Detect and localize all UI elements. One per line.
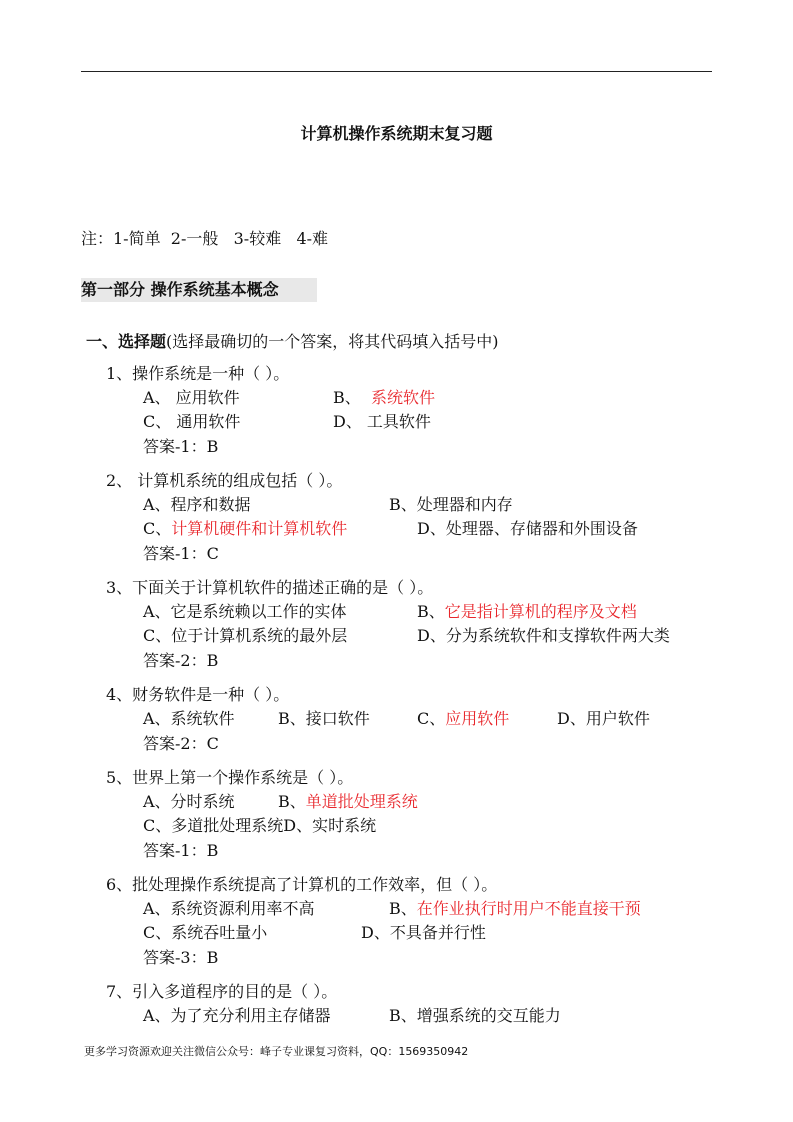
option-c: C、位于计算机系统的最外层 [143,626,348,645]
correct-option-text: 系统软件 [370,388,435,407]
answer-line: 答案-1：B [143,841,219,860]
option-b: B、在作业执行时用户不能直接干预 [389,899,641,918]
option-cd: C、多道批处理系统D、实时系统 [143,816,377,835]
option-a: A、分时系统 [143,792,235,811]
option-d: D、处理器、存储器和外围设备 [417,519,638,538]
answer-line: 答案-1：C [143,544,219,563]
option-c: C、应用软件 [417,709,510,728]
correct-option-text: 应用软件 [445,709,510,728]
option-b: B、处理器和内存 [389,495,513,514]
answer-line: 答案-1：B [143,437,219,456]
question-stem: 7、引入多道程序的目的是（ ）。 [106,982,338,1001]
option-a: A、系统资源利用率不高 [143,899,315,918]
answer-line: 答案-2：C [143,734,219,753]
correct-option-text: 单道批处理系统 [305,792,418,811]
question-stem: 6、批处理操作系统提高了计算机的工作效率，但（ ）。 [106,875,498,894]
option-c: C、系统吞吐量小 [143,923,268,942]
document-title: 计算机操作系统期末复习题 [300,124,493,143]
option-b: B、它是指计算机的程序及文档 [417,602,637,621]
option-a: A、为了充分利用主存储器 [143,1006,331,1025]
page-footer: 更多学习资源欢迎关注微信公众号：峰子专业课复习资料，QQ：1569350942 [84,1045,469,1058]
correct-option-text: 在作业执行时用户不能直接干预 [416,899,641,918]
option-b: B、 系统软件 [333,388,435,407]
option-d: D、分为系统软件和支撑软件两大类 [417,626,670,645]
option-a: A、它是系统赖以工作的实体 [143,602,347,621]
question-stem: 1、操作系统是一种（ ）。 [106,364,290,383]
question-stem: 5、世界上第一个操作系统是（ ）。 [106,768,354,787]
section-label: 一、选择题 [86,332,167,351]
option-d: D、不具备并行性 [361,923,486,942]
option-c: C、 通用软件 [143,412,241,431]
option-b: B、接口软件 [278,709,370,728]
answer-line: 答案-3：B [143,948,219,967]
option-d: D、用户软件 [557,709,650,728]
correct-option-text: 计算机硬件和计算机软件 [171,519,348,538]
difficulty-note: 注：1-简单 2-一般 3-较难 4-难 [81,229,329,248]
option-a: A、 应用软件 [143,388,240,407]
option-a: A、系统软件 [143,709,235,728]
option-c: C、计算机硬件和计算机软件 [143,519,348,538]
header-rule [81,71,712,72]
option-b: B、单道批处理系统 [278,792,418,811]
section-heading [86,329,499,352]
option-a: A、程序和数据 [143,495,251,514]
section-instruction: (选择最确切的一个答案，将其代码填入括号中) [166,332,499,351]
question-stem: 3、下面关于计算机软件的描述正确的是（ ）。 [106,578,434,597]
option-b: B、增强系统的交互能力 [389,1006,561,1025]
option-d: D、 工具软件 [333,412,431,431]
part-heading: 第一部分 操作系统基本概念 [81,278,317,302]
answer-line: 答案-2：B [143,651,219,670]
question-stem: 2、 计算机系统的组成包括（ ）。 [106,471,343,490]
correct-option-text: 它是指计算机的程序及文档 [444,602,637,621]
question-stem: 4、财务软件是一种（ ）。 [106,685,290,704]
